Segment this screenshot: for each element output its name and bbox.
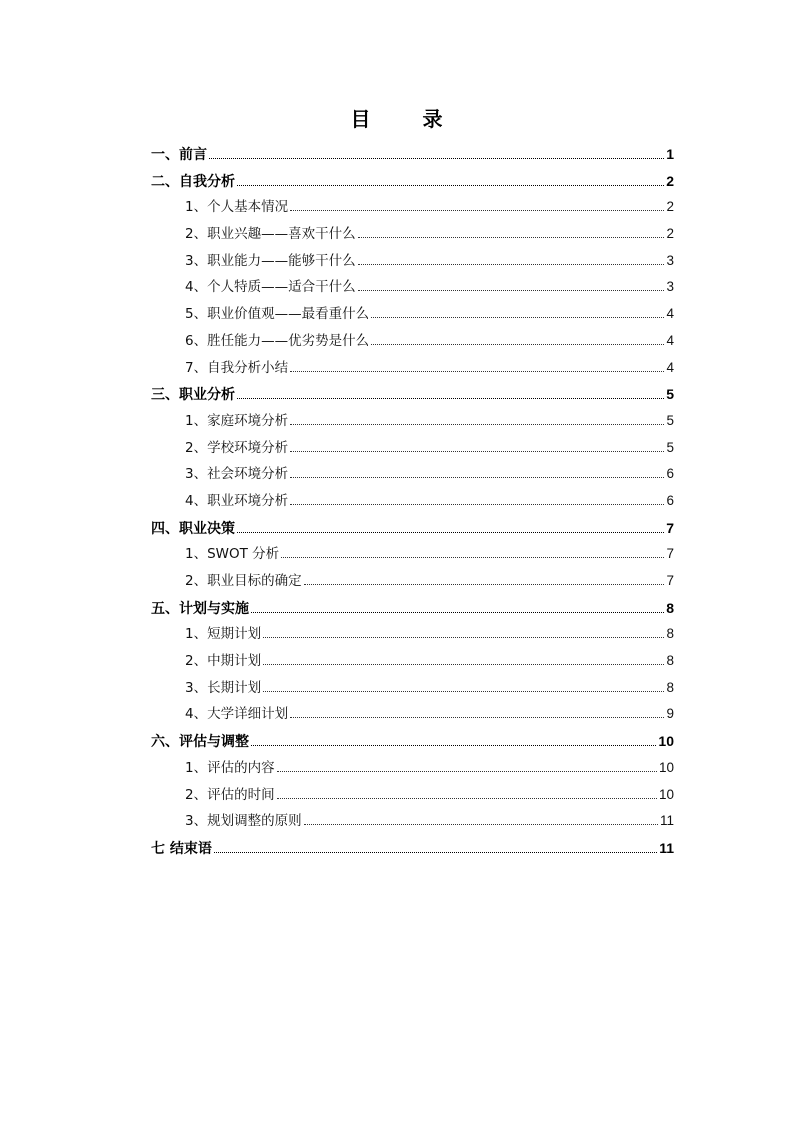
dot-leader bbox=[277, 762, 657, 772]
toc-page-number: 8 bbox=[666, 653, 674, 669]
toc-entry-text: 1、家庭环境分析 bbox=[185, 412, 289, 429]
toc-subsection-entry[interactable] bbox=[151, 435, 674, 462]
toc-page-number: 8 bbox=[666, 626, 674, 642]
toc-entry-text: 一、前言 bbox=[151, 147, 207, 163]
toc-entry-text: 3、社会环境分析 bbox=[185, 466, 289, 483]
toc-entry-text: 3、职业能力——能够干什么 bbox=[185, 252, 356, 269]
toc-entry-text: 七 结束语 bbox=[151, 840, 212, 857]
dot-leader bbox=[304, 575, 665, 585]
toc-page-number: 2 bbox=[666, 172, 674, 189]
dot-leader bbox=[251, 603, 664, 613]
toc-page-number: 2 bbox=[666, 226, 674, 242]
toc-entry-text: 7、自我分析小结 bbox=[185, 359, 289, 376]
toc-entry-text: 6、胜任能力——优劣势是什么 bbox=[185, 332, 370, 349]
toc-page-number: 8 bbox=[666, 679, 674, 695]
toc-subsection-entry[interactable] bbox=[151, 248, 674, 275]
toc-entry-text: 4、职业环境分析 bbox=[185, 492, 289, 509]
toc-entry-text: 1、个人基本情况 bbox=[185, 199, 289, 216]
toc-section-entry[interactable] bbox=[151, 381, 674, 408]
toc-subsection-entry[interactable] bbox=[151, 808, 674, 835]
dot-leader bbox=[358, 228, 665, 238]
dot-leader bbox=[214, 843, 657, 853]
toc-page-number: 6 bbox=[666, 466, 674, 482]
dot-leader bbox=[237, 523, 664, 533]
dot-leader bbox=[263, 682, 664, 692]
toc-page-number: 7 bbox=[666, 546, 674, 562]
toc-subsection-entry[interactable] bbox=[151, 221, 674, 248]
toc-subsection-entry[interactable] bbox=[151, 675, 674, 702]
dot-leader bbox=[281, 548, 664, 558]
toc-page-number: 5 bbox=[666, 412, 674, 428]
toc-section-entry[interactable] bbox=[151, 168, 674, 195]
toc-entry-text: 5、职业价值观——最看重什么 bbox=[185, 306, 370, 323]
toc-entry-text: 4、个人特质——适合干什么 bbox=[185, 279, 356, 296]
toc-entry-text: 2、学校环境分析 bbox=[185, 439, 289, 456]
toc-entry-text: 四、职业决策 bbox=[151, 520, 235, 537]
dot-leader bbox=[290, 415, 664, 425]
toc-entry-text: 2、中期计划 bbox=[185, 653, 262, 670]
toc-entry-text: 三、职业分析 bbox=[151, 387, 235, 404]
toc-subsection-entry[interactable] bbox=[151, 541, 674, 568]
dot-leader bbox=[251, 736, 656, 746]
toc-subsection-entry[interactable] bbox=[151, 461, 674, 488]
dot-leader bbox=[371, 308, 664, 318]
toc-page-number: 5 bbox=[666, 439, 674, 455]
dot-leader bbox=[263, 655, 664, 665]
toc-subsection-entry[interactable] bbox=[151, 194, 674, 221]
toc-section-entry[interactable] bbox=[151, 728, 674, 755]
dot-leader bbox=[290, 201, 664, 211]
toc-page-number: 10 bbox=[658, 759, 674, 775]
toc-page-number: 11 bbox=[659, 813, 674, 829]
toc-entry-text: 3、规划调整的原则 bbox=[185, 813, 302, 830]
dot-leader bbox=[290, 708, 664, 718]
toc-page-number: 2 bbox=[666, 199, 674, 215]
toc-page-number: 7 bbox=[666, 519, 674, 536]
toc-section-entry[interactable] bbox=[151, 835, 674, 862]
toc-page-number: 3 bbox=[666, 252, 674, 268]
dot-leader bbox=[209, 149, 664, 159]
toc-page-number: 9 bbox=[666, 706, 674, 722]
toc-section-entry[interactable] bbox=[151, 595, 674, 622]
dot-leader bbox=[358, 255, 665, 265]
toc-subsection-entry[interactable] bbox=[151, 568, 674, 595]
toc-page-number: 11 bbox=[659, 839, 674, 856]
toc-page-number: 7 bbox=[666, 573, 674, 588]
toc-section-entry[interactable] bbox=[151, 141, 674, 168]
toc-title: 目 录 bbox=[350, 107, 459, 131]
dot-leader bbox=[237, 176, 664, 186]
toc-subsection-entry[interactable] bbox=[151, 782, 674, 809]
toc-subsection-entry[interactable] bbox=[151, 408, 674, 435]
toc-entry-text: 2、职业目标的确定 bbox=[185, 573, 302, 589]
toc-page-number: 4 bbox=[666, 306, 674, 322]
toc-page-number: 10 bbox=[658, 786, 674, 802]
toc-subsection-entry[interactable] bbox=[151, 701, 674, 728]
dot-leader bbox=[277, 789, 657, 799]
toc-entry-text: 3、长期计划 bbox=[185, 679, 262, 696]
toc-subsection-entry[interactable] bbox=[151, 621, 674, 648]
dot-leader bbox=[304, 815, 658, 825]
dot-leader bbox=[263, 628, 664, 638]
toc-entry-text: 2、职业兴趣——喜欢干什么 bbox=[185, 226, 356, 243]
toc-entry-text: 1、SWOT 分析 bbox=[185, 546, 280, 563]
toc-subsection-entry[interactable] bbox=[151, 301, 674, 328]
dot-leader bbox=[290, 442, 664, 452]
dot-leader bbox=[358, 281, 665, 291]
toc-page-number: 10 bbox=[658, 733, 674, 750]
dot-leader bbox=[237, 389, 664, 399]
table-of-contents bbox=[151, 141, 674, 862]
toc-entry-text: 1、短期计划 bbox=[185, 626, 262, 643]
toc-subsection-entry[interactable] bbox=[151, 488, 674, 515]
toc-subsection-entry[interactable] bbox=[151, 755, 674, 782]
toc-page-number: 4 bbox=[666, 332, 674, 348]
toc-section-entry[interactable] bbox=[151, 515, 674, 542]
toc-subsection-entry[interactable] bbox=[151, 328, 674, 355]
toc-page-number: 4 bbox=[666, 359, 674, 375]
toc-page-number: 1 bbox=[666, 146, 674, 162]
toc-subsection-entry[interactable] bbox=[151, 355, 674, 382]
toc-page-number: 3 bbox=[666, 279, 674, 295]
dot-leader bbox=[290, 495, 664, 505]
toc-entry-text: 2、评估的时间 bbox=[185, 786, 275, 803]
dot-leader bbox=[290, 468, 664, 478]
toc-page-number: 8 bbox=[666, 599, 674, 616]
toc-subsection-entry[interactable] bbox=[151, 648, 674, 675]
toc-page-number: 5 bbox=[666, 386, 674, 403]
toc-entry-text: 4、大学详细计划 bbox=[185, 706, 289, 723]
toc-subsection-entry[interactable] bbox=[151, 274, 674, 301]
dot-leader bbox=[290, 362, 664, 372]
toc-page-number: 6 bbox=[666, 492, 674, 508]
toc-entry-text: 六、评估与调整 bbox=[151, 734, 249, 751]
toc-entry-text: 二、自我分析 bbox=[151, 173, 235, 190]
dot-leader bbox=[371, 335, 664, 345]
toc-entry-text: 五、计划与实施 bbox=[151, 600, 249, 617]
toc-entry-text: 1、评估的内容 bbox=[185, 759, 275, 776]
